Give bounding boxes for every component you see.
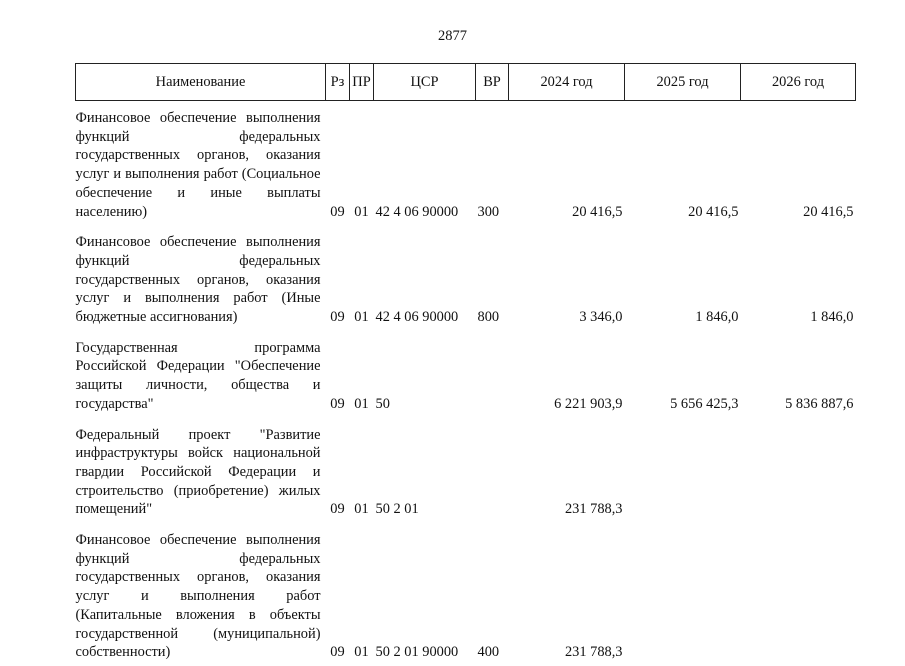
row-amount-2026: 1 846,0 <box>810 309 854 326</box>
header-pr: ПР <box>350 64 374 101</box>
row-name: Финансовое обеспечение выполнения функций федеральных государственных органов, оказания услуг и выполнения работ (Социальное обеспечение и иные выплаты населению) <box>75 110 321 220</box>
row-vr: 300 <box>477 203 500 220</box>
row-amount-2025 <box>625 418 741 524</box>
row-amount-2026: 5 836 887,6 <box>785 395 854 412</box>
row-vr <box>476 418 509 524</box>
row-csr: 42 4 06 90000 <box>375 203 459 220</box>
table-header <box>76 64 856 101</box>
row-amount-2025 <box>625 523 741 666</box>
header-csr: ЦСР <box>374 64 476 101</box>
row-rz: 09 <box>330 309 345 326</box>
row-pr: 01 <box>354 203 369 220</box>
row-pr: 01 <box>354 501 369 518</box>
header-2025: 2025 год <box>625 64 741 101</box>
table-row <box>76 418 856 524</box>
header-rz: Рз <box>326 64 350 101</box>
table-body <box>76 101 856 666</box>
row-amount-2024: 6 221 903,9 <box>554 395 623 412</box>
header-row <box>76 64 856 101</box>
row-rz: 09 <box>330 644 345 661</box>
row-name: Финансовое обеспечение выполнения функций федеральных государственных органов, оказания услуг и выполнения работ (Иные бюджетные ассигнования) <box>75 234 321 326</box>
row-amount-2024: 231 788,3 <box>564 501 623 518</box>
budget-table <box>75 63 856 666</box>
row-amount-2025: 5 656 425,3 <box>670 395 739 412</box>
table-row <box>76 101 856 226</box>
row-amount-2026: 20 416,5 <box>803 203 854 220</box>
row-amount-2025: 1 846,0 <box>695 309 739 326</box>
table-row <box>76 523 856 666</box>
header-vr: ВР <box>476 64 509 101</box>
header-name: Наименование <box>76 64 326 101</box>
row-name: Государственная программа Российской Федерации "Обеспечение защиты личности, общества и государства" <box>75 339 321 412</box>
row-rz: 09 <box>330 395 345 412</box>
row-name: Федеральный проект "Развитие инфраструктуры войск национальной гвардии Российской Федерации и строительство (приобретение) жилых помещений" <box>75 426 321 518</box>
row-amount-2024: 20 416,5 <box>572 203 623 220</box>
row-vr: 800 <box>477 309 500 326</box>
row-amount-2026 <box>741 523 856 666</box>
row-amount-2026 <box>741 418 856 524</box>
page-number: 2877 <box>438 28 467 44</box>
row-csr: 42 4 06 90000 <box>375 309 459 326</box>
row-csr: 50 2 01 <box>375 501 419 518</box>
row-amount-2025: 20 416,5 <box>688 203 739 220</box>
row-rz: 09 <box>330 501 345 518</box>
row-amount-2024: 3 346,0 <box>579 309 623 326</box>
row-vr <box>476 331 509 418</box>
table-row <box>76 225 856 331</box>
row-csr: 50 2 01 90000 <box>375 644 459 661</box>
header-2024: 2024 год <box>509 64 625 101</box>
row-csr: 50 <box>375 395 390 412</box>
row-rz: 09 <box>330 203 345 220</box>
row-pr: 01 <box>354 309 369 326</box>
table-row <box>76 331 856 418</box>
row-vr: 400 <box>477 644 500 661</box>
row-amount-2024: 231 788,3 <box>564 644 623 661</box>
row-pr: 01 <box>354 395 369 412</box>
header-2026: 2026 год <box>741 64 856 101</box>
row-pr: 01 <box>354 644 369 661</box>
row-name: Финансовое обеспечение выполнения функций федеральных государственных органов, оказания услуг и выполнения работ (Капитальные вложения в объекты государственной (муниципальной) собственности) <box>75 532 321 661</box>
